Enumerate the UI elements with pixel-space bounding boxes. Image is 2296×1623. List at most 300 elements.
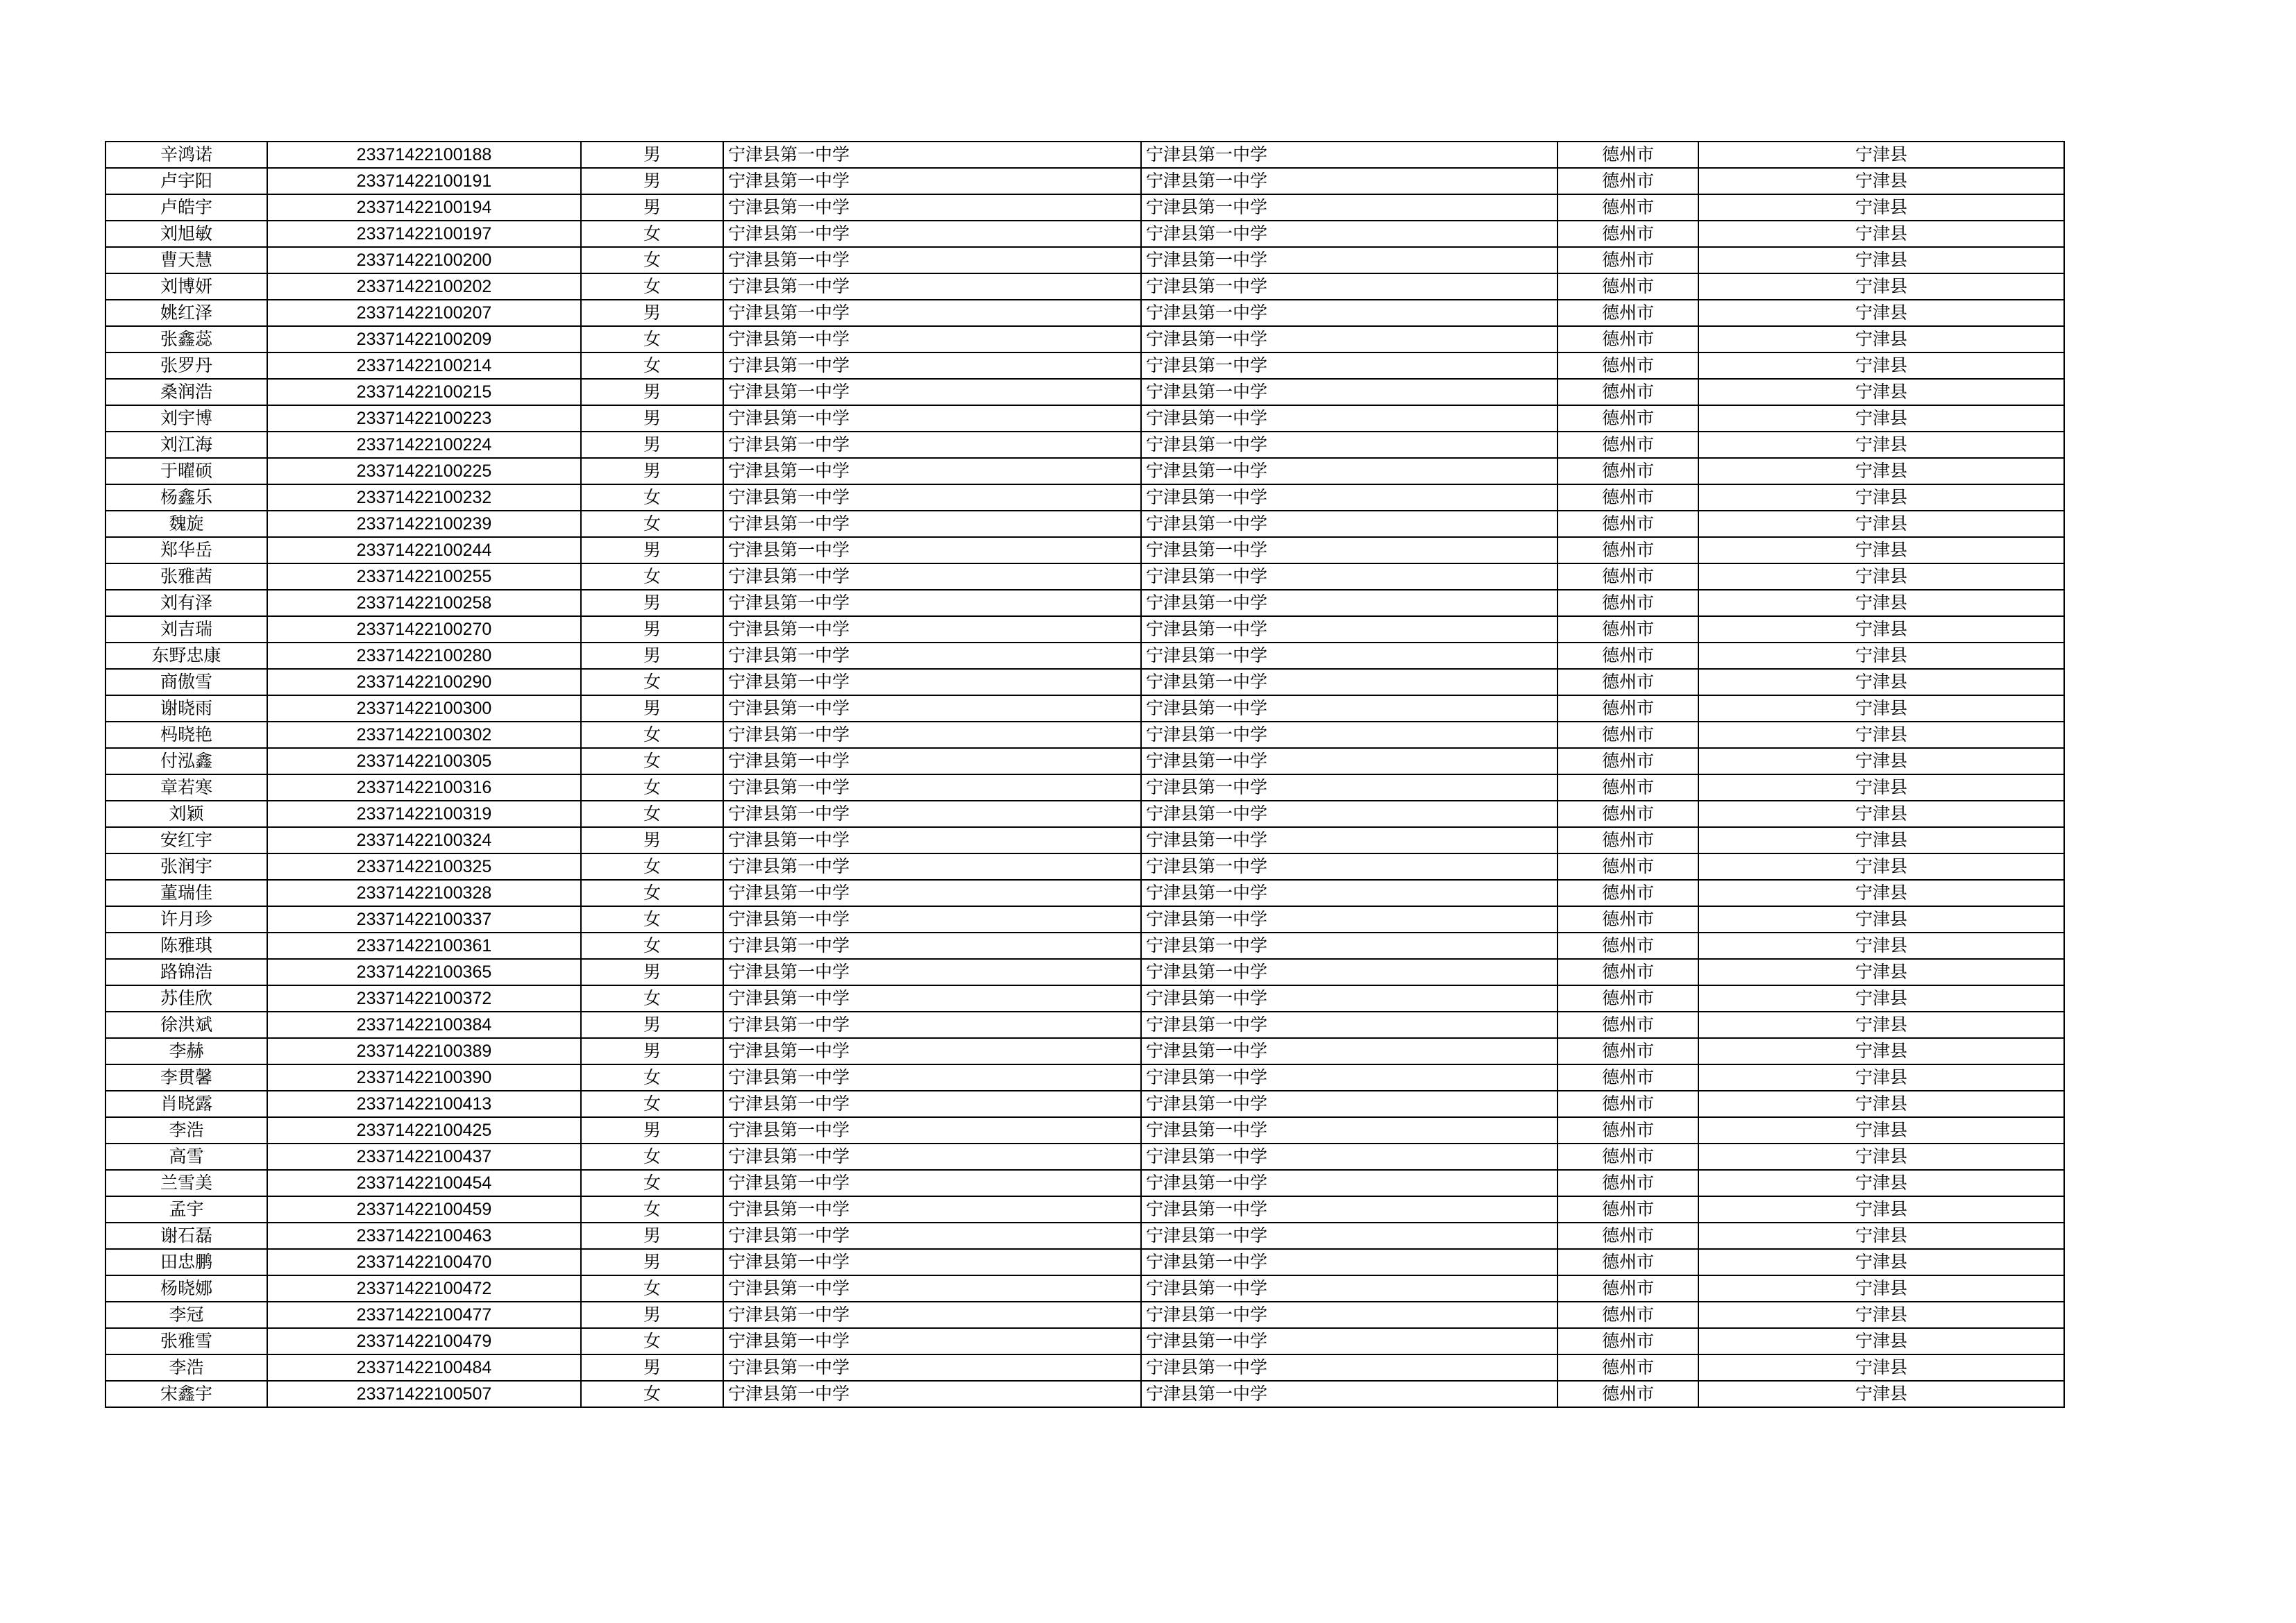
table-row <box>105 1038 2064 1064</box>
exam-number-cell: 23371422100209 <box>267 326 581 352</box>
student-name-cell: 刘宇博 <box>105 405 267 432</box>
table-row <box>105 933 2064 959</box>
gender-cell: 女 <box>581 933 723 959</box>
county-cell: 宁津县 <box>1698 906 2064 933</box>
county-cell: 宁津县 <box>1698 1354 2064 1381</box>
school-cell: 宁津县第一中学 <box>723 1170 1141 1196</box>
table-row <box>105 827 2064 853</box>
exam-number-cell: 23371422100305 <box>267 748 581 774</box>
county-cell: 宁津县 <box>1698 748 2064 774</box>
gender-cell: 男 <box>581 1117 723 1144</box>
city-cell: 德州市 <box>1558 774 1698 801</box>
student-name-cell: 李浩 <box>105 1117 267 1144</box>
student-name-cell: 许月珍 <box>105 906 267 933</box>
graduate-school-cell: 宁津县第一中学 <box>1141 142 1558 168</box>
graduate-school-cell: 宁津县第一中学 <box>1141 247 1558 273</box>
exam-number-cell: 23371422100437 <box>267 1144 581 1170</box>
exam-number-cell: 23371422100507 <box>267 1381 581 1407</box>
exam-number-cell: 23371422100484 <box>267 1354 581 1381</box>
gender-cell: 女 <box>581 352 723 379</box>
student-name-cell: 刘吉瑞 <box>105 616 267 643</box>
table-row <box>105 1091 2064 1117</box>
exam-number-cell: 23371422100463 <box>267 1223 581 1249</box>
exam-number-cell: 23371422100337 <box>267 906 581 933</box>
county-cell: 宁津县 <box>1698 1064 2064 1091</box>
student-name-cell: 张润宇 <box>105 853 267 880</box>
exam-number-cell: 23371422100197 <box>267 221 581 247</box>
graduate-school-cell: 宁津县第一中学 <box>1141 1064 1558 1091</box>
gender-cell: 男 <box>581 432 723 458</box>
student-name-cell: 高雪 <box>105 1144 267 1170</box>
student-name-cell: 东野忠康 <box>105 643 267 669</box>
city-cell: 德州市 <box>1558 432 1698 458</box>
county-cell: 宁津县 <box>1698 695 2064 722</box>
city-cell: 德州市 <box>1558 484 1698 511</box>
gender-cell: 男 <box>581 458 723 484</box>
student-name-cell: 辛鸿诺 <box>105 142 267 168</box>
county-cell: 宁津县 <box>1698 247 2064 273</box>
student-name-cell: 卢皓宇 <box>105 194 267 221</box>
exam-number-cell: 23371422100258 <box>267 590 581 616</box>
graduate-school-cell: 宁津县第一中学 <box>1141 1170 1558 1196</box>
gender-cell: 男 <box>581 590 723 616</box>
school-cell: 宁津县第一中学 <box>723 1038 1141 1064</box>
school-cell: 宁津县第一中学 <box>723 959 1141 985</box>
table-row <box>105 906 2064 933</box>
county-cell: 宁津县 <box>1698 1012 2064 1038</box>
exam-number-cell: 23371422100232 <box>267 484 581 511</box>
graduate-school-cell: 宁津县第一中学 <box>1141 959 1558 985</box>
school-cell: 宁津县第一中学 <box>723 906 1141 933</box>
student-name-cell: 李浩 <box>105 1354 267 1381</box>
county-cell: 宁津县 <box>1698 379 2064 405</box>
student-name-cell: 刘博妍 <box>105 273 267 300</box>
graduate-school-cell: 宁津县第一中学 <box>1141 880 1558 906</box>
gender-cell: 女 <box>581 1064 723 1091</box>
gender-cell: 女 <box>581 563 723 590</box>
student-name-cell: 张鑫蕊 <box>105 326 267 352</box>
school-cell: 宁津县第一中学 <box>723 273 1141 300</box>
county-cell: 宁津县 <box>1698 722 2064 748</box>
county-cell: 宁津县 <box>1698 537 2064 563</box>
student-name-cell: 兰雪美 <box>105 1170 267 1196</box>
student-name-cell: 宋鑫宇 <box>105 1381 267 1407</box>
graduate-school-cell: 宁津县第一中学 <box>1141 774 1558 801</box>
gender-cell: 男 <box>581 959 723 985</box>
school-cell: 宁津县第一中学 <box>723 379 1141 405</box>
city-cell: 德州市 <box>1558 801 1698 827</box>
school-cell: 宁津县第一中学 <box>723 300 1141 326</box>
exam-number-cell: 23371422100459 <box>267 1196 581 1223</box>
city-cell: 德州市 <box>1558 1381 1698 1407</box>
gender-cell: 女 <box>581 1275 723 1302</box>
graduate-school-cell: 宁津县第一中学 <box>1141 432 1558 458</box>
school-cell: 宁津县第一中学 <box>723 1117 1141 1144</box>
gender-cell: 女 <box>581 801 723 827</box>
county-cell: 宁津县 <box>1698 1196 2064 1223</box>
gender-cell: 男 <box>581 537 723 563</box>
city-cell: 德州市 <box>1558 168 1698 194</box>
gender-cell: 女 <box>581 1196 723 1223</box>
student-name-cell: 孟宇 <box>105 1196 267 1223</box>
table-row <box>105 590 2064 616</box>
county-cell: 宁津县 <box>1698 959 2064 985</box>
county-cell: 宁津县 <box>1698 853 2064 880</box>
city-cell: 德州市 <box>1558 643 1698 669</box>
county-cell: 宁津县 <box>1698 774 2064 801</box>
table-row <box>105 1170 2064 1196</box>
graduate-school-cell: 宁津县第一中学 <box>1141 1196 1558 1223</box>
graduate-school-cell: 宁津县第一中学 <box>1141 643 1558 669</box>
gender-cell: 女 <box>581 273 723 300</box>
gender-cell: 女 <box>581 774 723 801</box>
table-row <box>105 853 2064 880</box>
graduate-school-cell: 宁津县第一中学 <box>1141 801 1558 827</box>
graduate-school-cell: 宁津县第一中学 <box>1141 352 1558 379</box>
school-cell: 宁津县第一中学 <box>723 1328 1141 1354</box>
graduate-school-cell: 宁津县第一中学 <box>1141 168 1558 194</box>
table-row <box>105 722 2064 748</box>
school-cell: 宁津县第一中学 <box>723 643 1141 669</box>
city-cell: 德州市 <box>1558 959 1698 985</box>
table-row <box>105 1328 2064 1354</box>
exam-number-cell: 23371422100361 <box>267 933 581 959</box>
exam-number-cell: 23371422100225 <box>267 458 581 484</box>
table-row <box>105 194 2064 221</box>
city-cell: 德州市 <box>1558 1170 1698 1196</box>
graduate-school-cell: 宁津县第一中学 <box>1141 1223 1558 1249</box>
school-cell: 宁津县第一中学 <box>723 194 1141 221</box>
gender-cell: 女 <box>581 484 723 511</box>
exam-number-cell: 23371422100207 <box>267 300 581 326</box>
city-cell: 德州市 <box>1558 300 1698 326</box>
exam-number-cell: 23371422100413 <box>267 1091 581 1117</box>
student-name-cell: 郑华岳 <box>105 537 267 563</box>
gender-cell: 男 <box>581 1302 723 1328</box>
city-cell: 德州市 <box>1558 933 1698 959</box>
city-cell: 德州市 <box>1558 1249 1698 1275</box>
county-cell: 宁津县 <box>1698 1091 2064 1117</box>
table-row <box>105 247 2064 273</box>
student-name-cell: 苏佳欣 <box>105 985 267 1012</box>
student-name-cell: 章若寒 <box>105 774 267 801</box>
county-cell: 宁津县 <box>1698 1302 2064 1328</box>
school-cell: 宁津县第一中学 <box>723 405 1141 432</box>
graduate-school-cell: 宁津县第一中学 <box>1141 1302 1558 1328</box>
student-name-cell: 桑润浩 <box>105 379 267 405</box>
graduate-school-cell: 宁津县第一中学 <box>1141 1117 1558 1144</box>
student-list-table <box>105 141 2065 1408</box>
exam-number-cell: 23371422100324 <box>267 827 581 853</box>
student-name-cell: 姚红泽 <box>105 300 267 326</box>
table-row <box>105 1249 2064 1275</box>
city-cell: 德州市 <box>1558 563 1698 590</box>
gender-cell: 女 <box>581 748 723 774</box>
graduate-school-cell: 宁津县第一中学 <box>1141 300 1558 326</box>
student-name-cell: 杨鑫乐 <box>105 484 267 511</box>
exam-number-cell: 23371422100470 <box>267 1249 581 1275</box>
city-cell: 德州市 <box>1558 1117 1698 1144</box>
exam-number-cell: 23371422100188 <box>267 142 581 168</box>
graduate-school-cell: 宁津县第一中学 <box>1141 405 1558 432</box>
city-cell: 德州市 <box>1558 616 1698 643</box>
student-name-cell: 李贯馨 <box>105 1064 267 1091</box>
school-cell: 宁津县第一中学 <box>723 1223 1141 1249</box>
graduate-school-cell: 宁津县第一中学 <box>1141 484 1558 511</box>
school-cell: 宁津县第一中学 <box>723 722 1141 748</box>
student-name-cell: 刘有泽 <box>105 590 267 616</box>
school-cell: 宁津县第一中学 <box>723 142 1141 168</box>
city-cell: 德州市 <box>1558 853 1698 880</box>
gender-cell: 男 <box>581 379 723 405</box>
exam-number-cell: 23371422100270 <box>267 616 581 643</box>
graduate-school-cell: 宁津县第一中学 <box>1141 1249 1558 1275</box>
city-cell: 德州市 <box>1558 511 1698 537</box>
table-row <box>105 352 2064 379</box>
exam-number-cell: 23371422100223 <box>267 405 581 432</box>
school-cell: 宁津县第一中学 <box>723 1064 1141 1091</box>
city-cell: 德州市 <box>1558 1275 1698 1302</box>
exam-number-cell: 23371422100194 <box>267 194 581 221</box>
city-cell: 德州市 <box>1558 1328 1698 1354</box>
exam-number-cell: 23371422100328 <box>267 880 581 906</box>
city-cell: 德州市 <box>1558 1012 1698 1038</box>
school-cell: 宁津县第一中学 <box>723 168 1141 194</box>
gender-cell: 男 <box>581 1354 723 1381</box>
county-cell: 宁津县 <box>1698 326 2064 352</box>
city-cell: 德州市 <box>1558 880 1698 906</box>
gender-cell: 男 <box>581 168 723 194</box>
county-cell: 宁津县 <box>1698 1328 2064 1354</box>
city-cell: 德州市 <box>1558 1354 1698 1381</box>
graduate-school-cell: 宁津县第一中学 <box>1141 1038 1558 1064</box>
student-name-cell: 徐洪斌 <box>105 1012 267 1038</box>
student-name-cell: 商傲雪 <box>105 669 267 695</box>
exam-number-cell: 23371422100302 <box>267 722 581 748</box>
city-cell: 德州市 <box>1558 379 1698 405</box>
student-name-cell: 刘旭敏 <box>105 221 267 247</box>
table-row <box>105 695 2064 722</box>
graduate-school-cell: 宁津县第一中学 <box>1141 695 1558 722</box>
school-cell: 宁津县第一中学 <box>723 1302 1141 1328</box>
exam-number-cell: 23371422100191 <box>267 168 581 194</box>
table-row <box>105 300 2064 326</box>
table-row <box>105 142 2064 168</box>
city-cell: 德州市 <box>1558 1302 1698 1328</box>
table-row <box>105 1144 2064 1170</box>
county-cell: 宁津县 <box>1698 168 2064 194</box>
graduate-school-cell: 宁津县第一中学 <box>1141 906 1558 933</box>
graduate-school-cell: 宁津县第一中学 <box>1141 748 1558 774</box>
student-name-cell: 张雅茜 <box>105 563 267 590</box>
gender-cell: 男 <box>581 616 723 643</box>
city-cell: 德州市 <box>1558 695 1698 722</box>
student-name-cell: 付泓鑫 <box>105 748 267 774</box>
student-name-cell: 谢晓雨 <box>105 695 267 722</box>
graduate-school-cell: 宁津县第一中学 <box>1141 590 1558 616</box>
county-cell: 宁津县 <box>1698 1170 2064 1196</box>
exam-number-cell: 23371422100244 <box>267 537 581 563</box>
school-cell: 宁津县第一中学 <box>723 537 1141 563</box>
table-row <box>105 1012 2064 1038</box>
city-cell: 德州市 <box>1558 827 1698 853</box>
county-cell: 宁津县 <box>1698 352 2064 379</box>
school-cell: 宁津县第一中学 <box>723 853 1141 880</box>
exam-number-cell: 23371422100300 <box>267 695 581 722</box>
exam-number-cell: 23371422100280 <box>267 643 581 669</box>
table-row <box>105 484 2064 511</box>
student-name-cell: 魏旋 <box>105 511 267 537</box>
gender-cell: 女 <box>581 511 723 537</box>
student-name-cell: 刘江海 <box>105 432 267 458</box>
student-name-cell: 卢宇阳 <box>105 168 267 194</box>
school-cell: 宁津县第一中学 <box>723 933 1141 959</box>
gender-cell: 女 <box>581 1328 723 1354</box>
county-cell: 宁津县 <box>1698 432 2064 458</box>
city-cell: 德州市 <box>1558 352 1698 379</box>
school-cell: 宁津县第一中学 <box>723 880 1141 906</box>
county-cell: 宁津县 <box>1698 1144 2064 1170</box>
school-cell: 宁津县第一中学 <box>723 1144 1141 1170</box>
gender-cell: 男 <box>581 194 723 221</box>
graduate-school-cell: 宁津县第一中学 <box>1141 1275 1558 1302</box>
graduate-school-cell: 宁津县第一中学 <box>1141 722 1558 748</box>
graduate-school-cell: 宁津县第一中学 <box>1141 511 1558 537</box>
table-row <box>105 458 2064 484</box>
school-cell: 宁津县第一中学 <box>723 484 1141 511</box>
school-cell: 宁津县第一中学 <box>723 1196 1141 1223</box>
school-cell: 宁津县第一中学 <box>723 985 1141 1012</box>
student-name-cell: 刘颖 <box>105 801 267 827</box>
gender-cell: 男 <box>581 1223 723 1249</box>
student-name-cell: 肖晓露 <box>105 1091 267 1117</box>
gender-cell: 男 <box>581 300 723 326</box>
exam-number-cell: 23371422100477 <box>267 1302 581 1328</box>
table-row <box>105 326 2064 352</box>
city-cell: 德州市 <box>1558 326 1698 352</box>
county-cell: 宁津县 <box>1698 194 2064 221</box>
student-name-cell: 杨晓娜 <box>105 1275 267 1302</box>
student-name-cell: 李冠 <box>105 1302 267 1328</box>
city-cell: 德州市 <box>1558 906 1698 933</box>
student-name-cell: 于曜硕 <box>105 458 267 484</box>
county-cell: 宁津县 <box>1698 669 2064 695</box>
student-name-cell: 陈雅琪 <box>105 933 267 959</box>
county-cell: 宁津县 <box>1698 563 2064 590</box>
county-cell: 宁津县 <box>1698 801 2064 827</box>
school-cell: 宁津县第一中学 <box>723 1091 1141 1117</box>
county-cell: 宁津县 <box>1698 221 2064 247</box>
county-cell: 宁津县 <box>1698 985 2064 1012</box>
table-row <box>105 221 2064 247</box>
table-row <box>105 405 2064 432</box>
school-cell: 宁津县第一中学 <box>723 352 1141 379</box>
county-cell: 宁津县 <box>1698 273 2064 300</box>
table-row <box>105 1302 2064 1328</box>
city-cell: 德州市 <box>1558 142 1698 168</box>
student-name-cell: 曹天慧 <box>105 247 267 273</box>
exam-number-cell: 23371422100390 <box>267 1064 581 1091</box>
county-cell: 宁津县 <box>1698 1275 2064 1302</box>
school-cell: 宁津县第一中学 <box>723 458 1141 484</box>
student-name-cell: 田忠鹏 <box>105 1249 267 1275</box>
school-cell: 宁津县第一中学 <box>723 801 1141 827</box>
student-name-cell: 张雅雪 <box>105 1328 267 1354</box>
county-cell: 宁津县 <box>1698 1381 2064 1407</box>
graduate-school-cell: 宁津县第一中学 <box>1141 1328 1558 1354</box>
school-cell: 宁津县第一中学 <box>723 1381 1141 1407</box>
school-cell: 宁津县第一中学 <box>723 1354 1141 1381</box>
table-row <box>105 432 2064 458</box>
student-name-cell: 李赫 <box>105 1038 267 1064</box>
gender-cell: 女 <box>581 1091 723 1117</box>
student-name-cell: 谢石磊 <box>105 1223 267 1249</box>
gender-cell: 女 <box>581 1381 723 1407</box>
school-cell: 宁津县第一中学 <box>723 1275 1141 1302</box>
table-row <box>105 563 2064 590</box>
city-cell: 德州市 <box>1558 194 1698 221</box>
county-cell: 宁津县 <box>1698 1249 2064 1275</box>
graduate-school-cell: 宁津县第一中学 <box>1141 537 1558 563</box>
table-row <box>105 669 2064 695</box>
city-cell: 德州市 <box>1558 221 1698 247</box>
exam-number-cell: 23371422100290 <box>267 669 581 695</box>
table-row <box>105 748 2064 774</box>
graduate-school-cell: 宁津县第一中学 <box>1141 827 1558 853</box>
city-cell: 德州市 <box>1558 1091 1698 1117</box>
exam-number-cell: 23371422100224 <box>267 432 581 458</box>
county-cell: 宁津县 <box>1698 142 2064 168</box>
city-cell: 德州市 <box>1558 1144 1698 1170</box>
school-cell: 宁津县第一中学 <box>723 326 1141 352</box>
table-row <box>105 1354 2064 1381</box>
graduate-school-cell: 宁津县第一中学 <box>1141 669 1558 695</box>
city-cell: 德州市 <box>1558 247 1698 273</box>
city-cell: 德州市 <box>1558 405 1698 432</box>
exam-number-cell: 23371422100255 <box>267 563 581 590</box>
graduate-school-cell: 宁津县第一中学 <box>1141 379 1558 405</box>
county-cell: 宁津县 <box>1698 458 2064 484</box>
school-cell: 宁津县第一中学 <box>723 432 1141 458</box>
county-cell: 宁津县 <box>1698 880 2064 906</box>
gender-cell: 男 <box>581 827 723 853</box>
exam-number-cell: 23371422100214 <box>267 352 581 379</box>
gender-cell: 男 <box>581 1012 723 1038</box>
gender-cell: 女 <box>581 722 723 748</box>
exam-number-cell: 23371422100472 <box>267 1275 581 1302</box>
exam-number-cell: 23371422100389 <box>267 1038 581 1064</box>
county-cell: 宁津县 <box>1698 590 2064 616</box>
table-row <box>105 774 2064 801</box>
city-cell: 德州市 <box>1558 590 1698 616</box>
school-cell: 宁津县第一中学 <box>723 247 1141 273</box>
table-row <box>105 801 2064 827</box>
graduate-school-cell: 宁津县第一中学 <box>1141 326 1558 352</box>
graduate-school-cell: 宁津县第一中学 <box>1141 1381 1558 1407</box>
student-name-cell: 路锦浩 <box>105 959 267 985</box>
table-row <box>105 1117 2064 1144</box>
table-row <box>105 1223 2064 1249</box>
graduate-school-cell: 宁津县第一中学 <box>1141 458 1558 484</box>
table-row <box>105 1064 2064 1091</box>
school-cell: 宁津县第一中学 <box>723 616 1141 643</box>
student-name-cell: 杩晓艳 <box>105 722 267 748</box>
school-cell: 宁津县第一中学 <box>723 511 1141 537</box>
school-cell: 宁津县第一中学 <box>723 695 1141 722</box>
gender-cell: 男 <box>581 405 723 432</box>
gender-cell: 男 <box>581 142 723 168</box>
table-body <box>105 142 2064 1407</box>
